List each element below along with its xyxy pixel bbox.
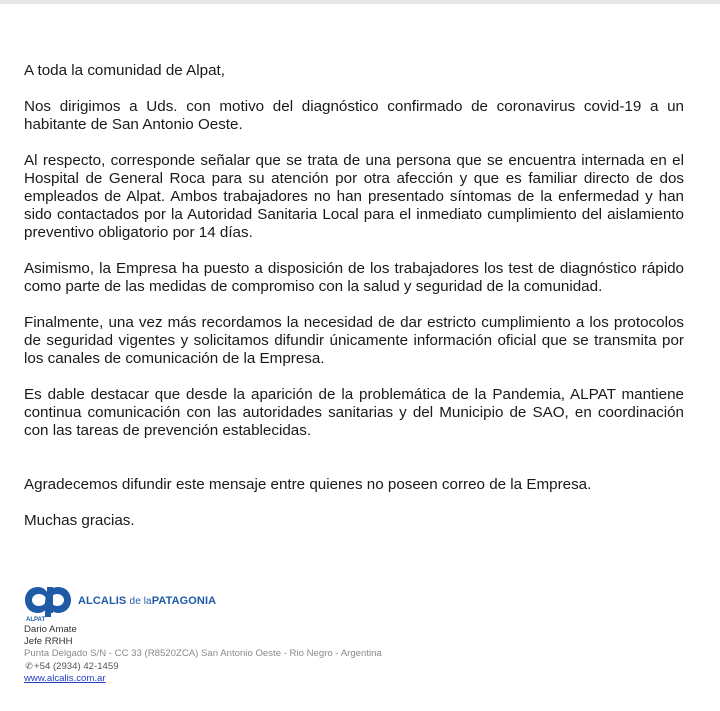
logo-subtitle: ALPAT	[26, 617, 46, 623]
company-logo-row	[24, 584, 444, 618]
paragraph-hospital: Al respecto, corresponde señalar que se trata de una persona que se encuentra internada en el Hospital de General Roca para su atención por otra afección y que es familiar directo de dos empleados de Alpat. Ambos trabajadores no han presentado síntomas de la enfermedad y han sido contactados por la Autoridad Sanitaria Local para el inmediato cumplimiento del aislamiento preventivo obligatorio por 14 días.	[24, 152, 684, 241]
paragraph-forward: Agradecemos difundir este mensaje entre quienes no poseen correo de la Empresa.	[24, 476, 592, 493]
closing: Muchas gracias.	[24, 512, 135, 529]
letter-body	[24, 62, 684, 530]
paragraph-tests: Asimismo, la Empresa ha puesto a disposición de los trabajadores los test de diagnóstico rápido como parte de las medidas de compromiso con la salud y seguridad de la comunidad.	[24, 260, 684, 295]
brand-prefix: ALCALIS	[78, 595, 127, 607]
alpat-logo-icon	[24, 584, 72, 618]
paragraph-protocols: Finalmente, una vez más recordamos la necesidad de dar estricto cumplimiento a los protocolos de seguridad vigentes y solicitamos difundir únicamente información oficial que se transmita por los canales de comunicación de la Empresa.	[24, 314, 684, 367]
company-name	[78, 595, 216, 607]
brand-suffix: PATAGONIA	[151, 595, 217, 607]
paragraph-communication: Es dable destacar que desde la aparición de la problemática de la Pandemia, ALPAT mantiene continua comunicación con las autoridades sanitarias y del Municipio de SAO, en coordinación con las tareas de prevención establecidas.	[24, 386, 684, 439]
signer-name: Dario Amate	[24, 624, 77, 635]
top-bar	[0, 0, 720, 4]
signer-role: Jefe RRHH	[24, 636, 73, 647]
email-signature	[24, 584, 444, 685]
paragraph-diagnosis: Nos dirigimos a Uds. con motivo del diagnóstico confirmado de coronavirus covid-19 a un habitante de San Antonio Oeste.	[24, 98, 684, 133]
greeting: A toda la comunidad de Alpat,	[24, 62, 225, 79]
phone-row	[24, 660, 444, 673]
website-row	[24, 673, 444, 685]
phone-number: +54 (2934) 42-1459	[34, 661, 119, 672]
company-address: Punta Delgado S/N - CC 33 (R8520ZCA) San Antonio Oeste - Rio Negro - Argentina	[24, 648, 382, 659]
phone-icon: ✆	[25, 661, 33, 671]
website-link[interactable]: www.alcalis.com.ar	[24, 673, 106, 684]
brand-de: de la	[129, 596, 152, 607]
